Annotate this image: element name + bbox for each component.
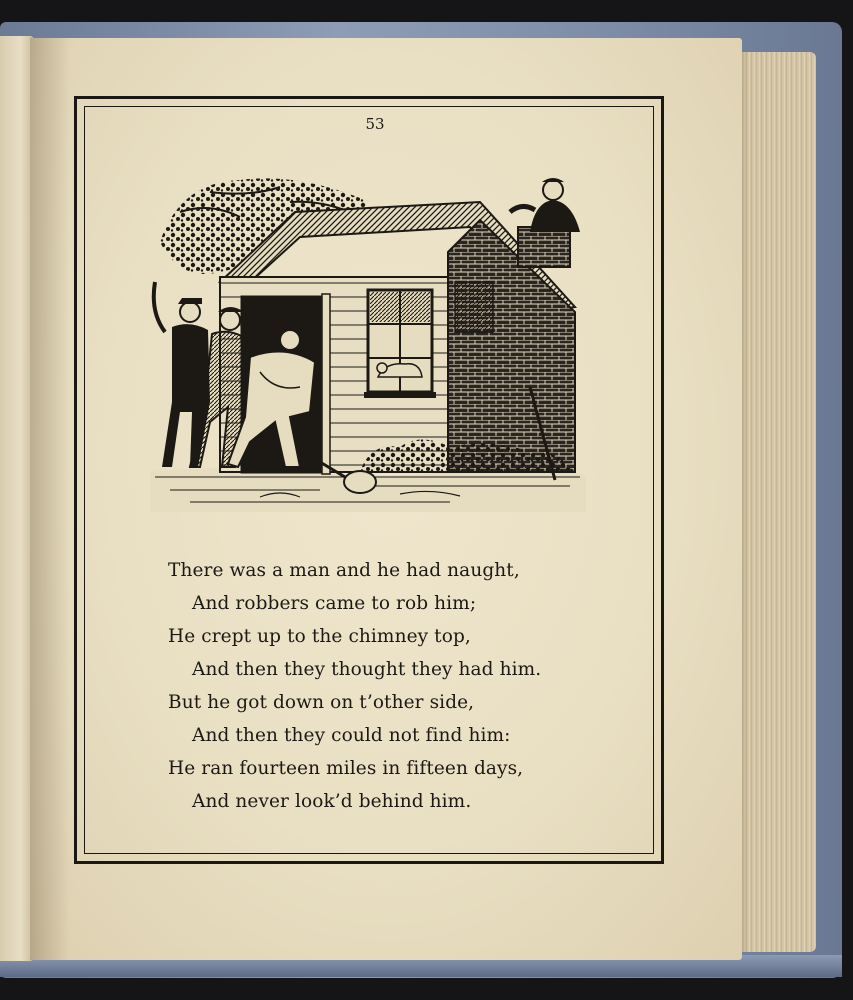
- verse-line: And then they could not find him:: [192, 725, 511, 746]
- verse-line: He ran fourteen miles in fifteen days,: [168, 758, 524, 779]
- page-number: 53: [365, 115, 385, 133]
- verse-line: And robbers came to rob him;: [192, 593, 477, 614]
- verse-line: There was a man and he had naught,: [168, 560, 520, 581]
- verse-line: And then they thought they had him.: [192, 659, 542, 680]
- verse-line: He crept up to the chimney top,: [168, 626, 471, 647]
- page-gutter-shadow: [30, 38, 70, 960]
- page-edges: [738, 52, 816, 952]
- house-robbers-woodcut-icon: [150, 172, 586, 520]
- previous-page-edge: [0, 36, 34, 961]
- verse-line: And never look’d behind him.: [192, 791, 472, 812]
- verse-line: But he got down on t’other side,: [168, 692, 475, 713]
